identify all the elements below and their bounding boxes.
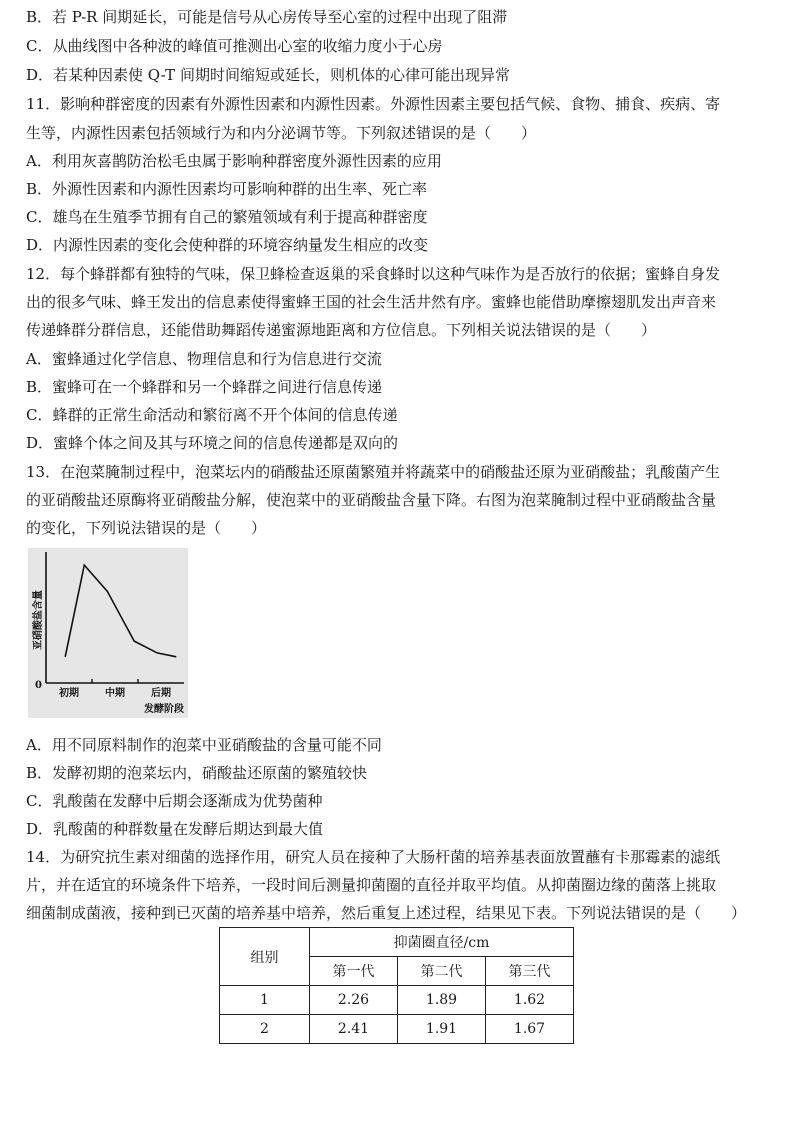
value-cell: 1.91 xyxy=(398,1015,486,1044)
q12-option-d: D．蜜蜂个体之间及其与环境之间的信息传递都是双向的 xyxy=(26,434,399,452)
q13-option-d: D．乳酸菌的种群数量在发酵后期达到最大值 xyxy=(26,820,324,838)
group-cell: 1 xyxy=(220,986,310,1015)
q11-stem-line-1: 11．影响种群密度的因素有外源性因素和内源性因素。外源性因素主要包括气候、食物、捕食、疾病、寄 xyxy=(26,95,721,113)
q12-stem-line-3: 传递蜂群分群信息，还能借助舞蹈传递蜜源地距离和方位信息。下列相关说法错误的是（ ） xyxy=(26,321,657,339)
q10-option-d: D．若某种因素使 Q-T 间期时间缩短或延长，则机体的心律可能出现异常 xyxy=(26,66,510,84)
q11-option-b: B．外源性因素和内源性因素均可影响种群的出生率、死亡率 xyxy=(26,180,428,198)
q14-stem-line-1: 14．为研究抗生素对细菌的选择作用，研究人员在接种了大肠杆菌的培养基表面放置蘸有卡那霉素的滤纸 xyxy=(26,848,721,866)
q10-option-c: C．从曲线图中各种波的峰值可推测出心室的收缩力度小于心房 xyxy=(26,37,443,55)
value-cell: 1.67 xyxy=(486,1015,574,1044)
value-cell: 2.41 xyxy=(310,1015,398,1044)
table-row xyxy=(220,1015,574,1044)
group-cell: 2 xyxy=(220,1015,310,1044)
q13-option-a: A．用不同原料制作的泡菜中亚硝酸盐的含量可能不同 xyxy=(26,736,382,754)
generation-header: 第一代 xyxy=(310,957,398,986)
q11-option-c: C．雄鸟在生殖季节拥有自己的繁殖领域有利于提高种群密度 xyxy=(26,208,428,226)
q12-option-c: C．蜂群的正常生命活动和繁衍离不开个体间的信息传递 xyxy=(26,406,398,424)
table-row xyxy=(220,986,574,1015)
q11-stem-line-2: 生等，内源性因素包括领域行为和内分泌调节等。下列叙述错误的是（ ） xyxy=(26,124,537,142)
q13-stem-line-2: 的亚硝酸盐还原酶将亚硝酸盐分解，使泡菜中的亚硝酸盐含量下降。右图为泡菜腌制过程中亚硝酸盐含量 xyxy=(26,491,717,509)
q11-option-a: A．利用灰喜鹊防治松毛虫属于影响种群密度外源性因素的应用 xyxy=(26,152,442,170)
x-tick-label: 初期 xyxy=(59,688,79,699)
series-line xyxy=(65,565,176,657)
q13-stem-line-3: 的变化，下列说法错误的是（ ） xyxy=(26,519,267,537)
value-cell: 1.62 xyxy=(486,986,574,1015)
generation-header: 第二代 xyxy=(398,957,486,986)
x-tick-label: 中期 xyxy=(105,688,125,699)
x-axis-label: 发酵阶段 xyxy=(144,704,184,715)
q10-option-b: B．若 P-R 间期延长，可能是信号从心房传导至心室的过程中出现了阻滞 xyxy=(26,8,508,26)
q14-stem-line-3: 细菌制成菌液，接种到已灭菌的培养基中培养，然后重复上述过程，结果见下表。下列说法错误的是（ ） xyxy=(26,904,747,922)
group-header: 组别 xyxy=(220,928,310,986)
measure-header: 抑菌圈直径/cm xyxy=(310,928,574,957)
q12-option-b: B．蜜蜂可在一个蜂群和另一个蜂群之间进行信息传递 xyxy=(26,378,383,396)
value-cell: 2.26 xyxy=(310,986,398,1015)
q13-stem-line-1: 13．在泡菜腌制过程中，泡菜坛内的硝酸盐还原菌繁殖并将蔬菜中的硝酸盐还原为亚硝酸盐；乳酸菌产生 xyxy=(26,463,721,481)
origin-label: 0 xyxy=(35,680,42,691)
nitrite-chart xyxy=(28,548,188,718)
results-table xyxy=(219,927,574,1044)
q12-stem-line-2: 出的很多气味、蜂王发出的信息素使得蜜蜂王国的社会生活井然有序。蜜蜂也能借助摩擦翅肌发出声音来 xyxy=(26,293,717,311)
q13-option-c: C．乳酸菌在发酵中后期会逐渐成为优势菌种 xyxy=(26,792,323,810)
value-cell: 1.89 xyxy=(398,986,486,1015)
q12-option-a: A．蜜蜂通过化学信息、物理信息和行为信息进行交流 xyxy=(26,350,382,368)
x-tick-label: 后期 xyxy=(151,688,171,699)
q11-option-d: D．内源性因素的变化会使种群的环境容纳量发生相应的改变 xyxy=(26,236,429,254)
y-axis-label: 亚硝酸盐含量 xyxy=(33,590,44,650)
q13-option-b: B．发酵初期的泡菜坛内，硝酸盐还原菌的繁殖较快 xyxy=(26,764,368,782)
q14-stem-line-2: 片，并在适宜的环境条件下培养，一段时间后测量抑菌圈的直径并取平均值。从抑菌圈边缘的菌落上挑取 xyxy=(26,876,717,894)
q12-stem-line-1: 12．每个蜂群都有独特的气味，保卫蜂检查返巢的采食蜂时以这种气味作为是否放行的依据；蜜蜂自身发 xyxy=(26,265,721,283)
generation-header: 第三代 xyxy=(486,957,574,986)
